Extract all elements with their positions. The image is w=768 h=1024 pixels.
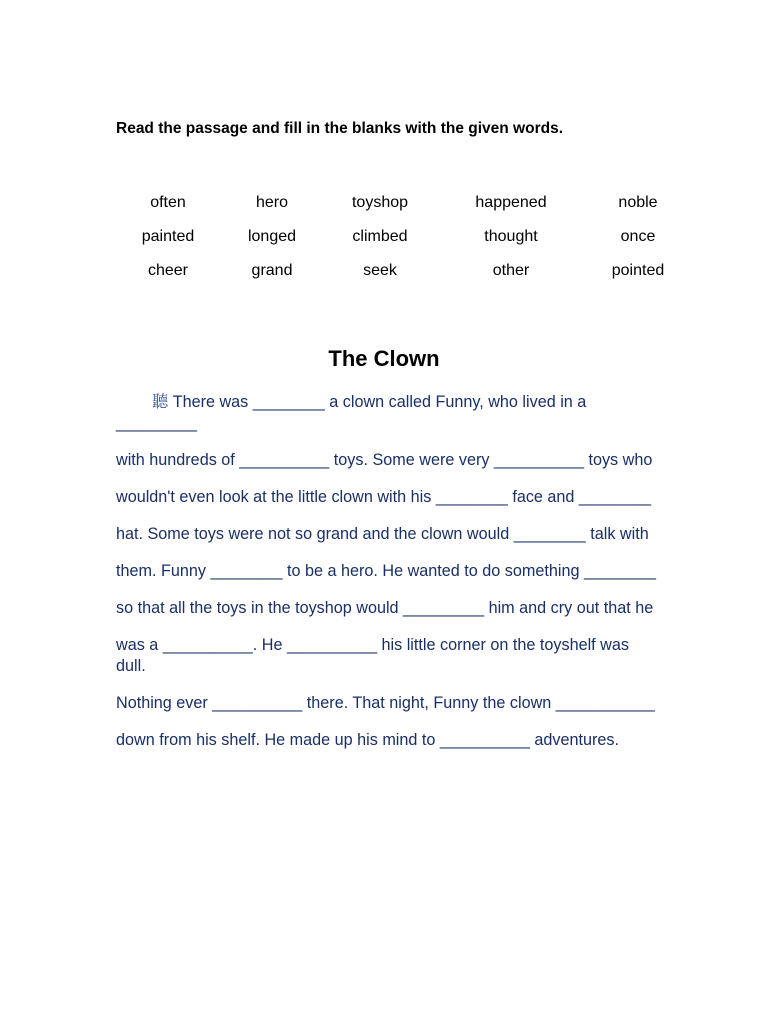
word-bank-word: hero [255,194,289,211]
indent-glyph: 聽 [152,393,169,411]
story-title: The Clown [328,346,440,371]
passage-line: was a __________. He __________ his little corner on the toyshelf was dull. [116,636,629,675]
instructions: Read the passage and fill in the blanks with the given words. [116,120,564,137]
word-bank-word: painted [141,228,195,245]
word-bank-word: happened [475,194,547,211]
passage-line: hat. Some toys were not so grand and the clown would ________ talk with [116,525,649,543]
word-bank-word: longed [247,228,297,245]
passage-line: so that all the toys in the toyshop would _________ him and cry out that he [116,599,654,617]
word-bank-word: grand [251,262,293,279]
passage-line: Nothing ever __________ there. That night, Funny the clown ___________ [116,694,655,712]
passage-line-text: There was ________ a clown called Funny, who lived in a _________ [116,393,587,432]
word-bank-word: often [150,194,186,211]
passage [116,392,661,767]
word-bank-word: once [620,228,656,245]
word-bank [116,194,690,296]
word-bank-row [116,262,690,296]
word-bank-word: pointed [611,262,665,279]
word-bank-word: climbed [352,228,408,245]
word-bank-row [116,228,690,262]
word-bank-row [116,194,690,228]
passage-line: wouldn't even look at the little clown with his ________ face and ________ [116,488,651,506]
word-bank-word: thought [484,228,538,245]
passage-line [116,392,661,434]
passage-line: them. Funny ________ to be a hero. He wanted to do something ________ [116,562,656,580]
passage-line: down from his shelf. He made up his mind to __________ adventures. [116,731,620,749]
word-bank-word: other [492,262,530,279]
passage-line: with hundreds of __________ toys. Some were very __________ toys who [116,451,653,469]
word-bank-word: toyshop [351,194,409,211]
word-bank-word: cheer [147,262,189,279]
word-bank-word: noble [618,194,658,211]
word-bank-word: seek [363,262,397,279]
